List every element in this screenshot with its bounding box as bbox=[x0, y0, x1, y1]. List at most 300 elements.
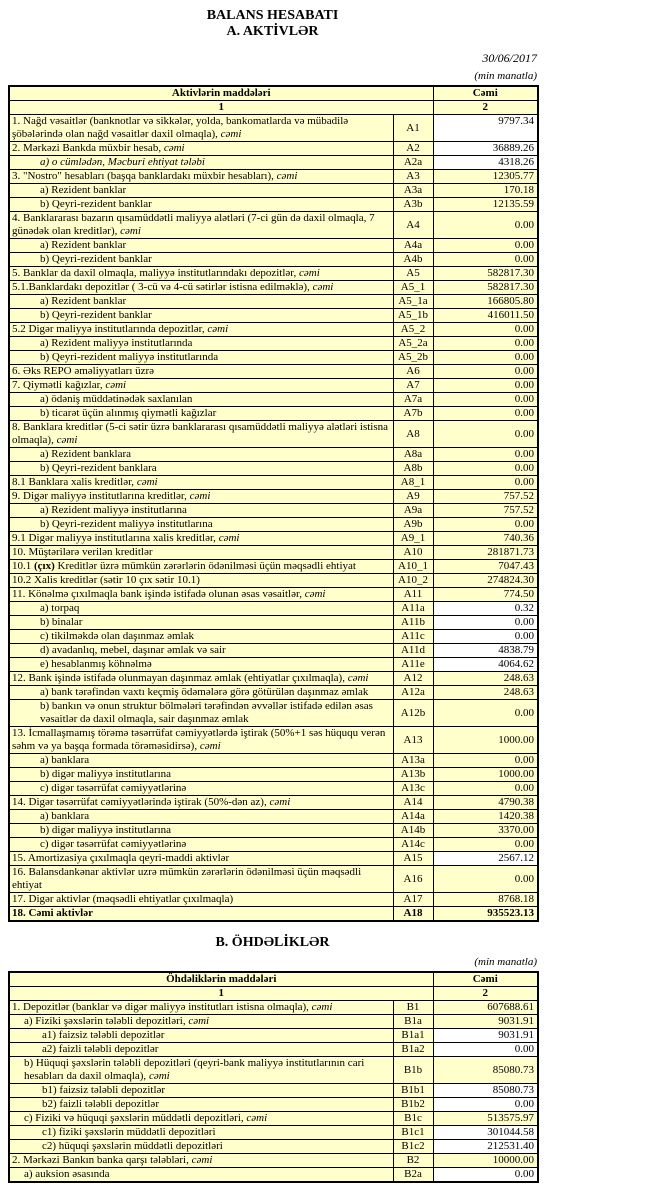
item-label bbox=[9, 1154, 393, 1168]
item-code: A11d bbox=[393, 644, 433, 658]
item-label bbox=[9, 518, 393, 532]
item-value: 166805.80 bbox=[433, 295, 538, 309]
label-segment: cəmi bbox=[105, 379, 127, 391]
label-segment: b) Qeyri-rezident maliyyə institutlarına bbox=[40, 518, 213, 530]
item-code: A13c bbox=[393, 782, 433, 796]
item-label bbox=[9, 448, 393, 462]
item-code: A8b bbox=[393, 462, 433, 476]
label-segment: 5.1.Banklardakı depozitlər ( 3-cü və 4-cü sətirlər istisna edilməklə), bbox=[12, 281, 313, 293]
item-value: 757.52 bbox=[433, 504, 538, 518]
label-segment: 3. "Nostro" hesabları (başqa banklardakı müxbir hesabları), bbox=[12, 170, 277, 182]
item-value: 4838.79 bbox=[433, 644, 538, 658]
item-code: A9a bbox=[393, 504, 433, 518]
item-value: 301044.58 bbox=[433, 1126, 538, 1140]
label-segment: cəmi bbox=[189, 490, 211, 502]
label-segment: b) Qeyri-rezident maliyyə institutlarında bbox=[40, 351, 219, 363]
unit-note-a: (min manatla) bbox=[474, 70, 537, 82]
label-segment: 2. Mərkəzi Bankın banka qarşı tələbləri, bbox=[12, 1154, 192, 1166]
col-number-2: 2 bbox=[433, 101, 538, 115]
item-code: A14c bbox=[393, 838, 433, 852]
item-value: 3370.00 bbox=[433, 824, 538, 838]
item-value: 0.00 bbox=[433, 253, 538, 267]
table-row bbox=[9, 407, 538, 421]
label-segment: c) Fiziki və hüquqi şəxslərin müddətli depozitləri, bbox=[24, 1112, 247, 1124]
item-value: 0.00 bbox=[433, 838, 538, 852]
item-code: A5_2a bbox=[393, 337, 433, 351]
table-row bbox=[9, 351, 538, 365]
item-label bbox=[9, 490, 393, 504]
item-code: B1b bbox=[393, 1057, 433, 1084]
label-segment: 5. Banklar da daxil olmaqla, maliyyə institutlarındakı depozitlər, bbox=[12, 267, 300, 279]
item-label bbox=[9, 1098, 393, 1112]
item-code: A3b bbox=[393, 198, 433, 212]
table-row bbox=[9, 810, 538, 824]
item-label bbox=[9, 686, 393, 700]
item-value: 9031.91 bbox=[433, 1029, 538, 1043]
item-value: 774.50 bbox=[433, 588, 538, 602]
table-row bbox=[9, 1015, 538, 1029]
label-segment: cəmi bbox=[56, 434, 78, 446]
table-row bbox=[9, 115, 538, 142]
item-label bbox=[9, 1015, 393, 1029]
item-label bbox=[9, 658, 393, 672]
label-segment: a) banklara bbox=[40, 754, 90, 766]
table-row bbox=[9, 184, 538, 198]
label-segment: cəmi bbox=[188, 1015, 210, 1027]
label-segment: b2) faizli tələbli depozitlər bbox=[42, 1098, 159, 1110]
label-segment: 10. Müştərilərə verilən kreditlər bbox=[12, 546, 153, 558]
item-value: 0.00 bbox=[433, 1098, 538, 1112]
table-row bbox=[9, 1084, 538, 1098]
table-row bbox=[9, 267, 538, 281]
item-value: 0.32 bbox=[433, 602, 538, 616]
table-row bbox=[9, 1057, 538, 1084]
assets-header-items: Aktivlərin maddələri bbox=[9, 86, 433, 101]
table-row bbox=[9, 448, 538, 462]
item-label bbox=[9, 700, 393, 727]
item-label bbox=[9, 198, 393, 212]
table-row bbox=[9, 588, 538, 602]
item-code: A11a bbox=[393, 602, 433, 616]
table-row bbox=[9, 1029, 538, 1043]
col-number-1: 1 bbox=[9, 101, 433, 115]
item-value: 0.00 bbox=[433, 700, 538, 727]
item-label bbox=[9, 1084, 393, 1098]
label-segment: a2) faizli tələbli depozitlər bbox=[42, 1043, 159, 1055]
table-row bbox=[9, 253, 538, 267]
liabilities-header-total: Cəmi bbox=[433, 972, 538, 987]
item-label bbox=[9, 893, 393, 907]
label-segment: b) binalar bbox=[40, 616, 83, 628]
label-segment: 2. Mərkəzi Bankda müxbir hesab, bbox=[12, 142, 164, 154]
label-segment: a) o cümlədən, Məcburi ehtiyat tələbi bbox=[40, 156, 205, 168]
table-row bbox=[9, 727, 538, 754]
label-segment: 6. Əks REPO əməliyyatları üzrə bbox=[12, 365, 155, 377]
item-value: 7047.43 bbox=[433, 560, 538, 574]
item-value: 0.00 bbox=[433, 518, 538, 532]
item-code: A9 bbox=[393, 490, 433, 504]
item-value: 0.00 bbox=[433, 1168, 538, 1183]
table-row bbox=[9, 1126, 538, 1140]
label-segment: 12. Bank işində istifadə olunmayan daşınmaz əmlak (ehtiyatlar çıxılmaqla), bbox=[12, 672, 348, 684]
table-row bbox=[9, 644, 538, 658]
label-segment: a) Rezident maliyyə institutlarında bbox=[40, 337, 193, 349]
item-label bbox=[9, 1168, 393, 1183]
label-segment: 4. Banklararası bazarın qısamüddətli maliyyə alətləri (7-ci gün də daxil olmaqla, 7 günədək olan kreditlər), bbox=[12, 212, 375, 237]
item-value: 212531.40 bbox=[433, 1140, 538, 1154]
label-segment: cəmi bbox=[136, 476, 158, 488]
label-segment: a) auksion əsasında bbox=[24, 1168, 110, 1180]
item-value: 582817.30 bbox=[433, 281, 538, 295]
item-code: B1 bbox=[393, 1001, 433, 1015]
item-label bbox=[9, 281, 393, 295]
label-segment: c) digər təsərrüfat cəmiyyətlərinə bbox=[40, 838, 187, 850]
item-value: 0.00 bbox=[433, 1043, 538, 1057]
label-segment: 1. Nağd vəsaitlər (banknotlar və sikkələr, yolda, bankomatlarda və mübadilə şöbələrində olan nağd vəsaitlər daxil olmaqla), bbox=[12, 115, 349, 140]
item-value: 36889.26 bbox=[433, 142, 538, 156]
item-value: 582817.30 bbox=[433, 267, 538, 281]
item-value: 12305.77 bbox=[433, 170, 538, 184]
item-value: 0.00 bbox=[433, 239, 538, 253]
item-code: A10_2 bbox=[393, 574, 433, 588]
section-b-title: B. ÖHDƏLİKLƏR bbox=[215, 935, 330, 950]
label-segment: cəmi bbox=[163, 142, 185, 154]
item-code: A5_1b bbox=[393, 309, 433, 323]
table-row bbox=[9, 630, 538, 644]
item-label bbox=[9, 644, 393, 658]
assets-header-total: Cəmi bbox=[433, 86, 538, 101]
item-code: A5_2b bbox=[393, 351, 433, 365]
table-row bbox=[9, 866, 538, 893]
table-row bbox=[9, 462, 538, 476]
item-code: A15 bbox=[393, 852, 433, 866]
item-value: 0.00 bbox=[433, 616, 538, 630]
label-segment: 10.2 Xalis kreditlər (sətir 10 çıx sətir 10.1) bbox=[12, 574, 200, 586]
item-code: B1a bbox=[393, 1015, 433, 1029]
label-segment: 8. Banklara kreditlər (5-ci sətir üzrə banklararası qısamüddətli maliyyə alətləri istisna olmaqla), bbox=[12, 421, 388, 446]
table-row bbox=[9, 379, 538, 393]
item-label bbox=[9, 476, 393, 490]
table-row bbox=[9, 518, 538, 532]
label-segment: a) Rezident banklar bbox=[40, 239, 127, 251]
item-value: 0.00 bbox=[433, 462, 538, 476]
table-row bbox=[9, 546, 538, 560]
item-value: 1420.38 bbox=[433, 810, 538, 824]
item-code: A2 bbox=[393, 142, 433, 156]
table-row bbox=[9, 658, 538, 672]
item-code: A18 bbox=[393, 907, 433, 922]
item-code: A12 bbox=[393, 672, 433, 686]
item-value: 513575.97 bbox=[433, 1112, 538, 1126]
item-label bbox=[9, 672, 393, 686]
item-value: 0.00 bbox=[433, 365, 538, 379]
item-value: 0.00 bbox=[433, 407, 538, 421]
label-segment: 1. Depozitlər (banklar və digər maliyyə institutları istisna olmaqla), bbox=[12, 1001, 312, 1013]
balance-sheet-page bbox=[8, 0, 537, 1183]
item-label bbox=[9, 1112, 393, 1126]
label-segment: 11. Könəlmə çıxılmaqla bank işində istifadə olunan əsas vəsaitlər, bbox=[12, 588, 305, 600]
table-row bbox=[9, 700, 538, 727]
table-row bbox=[9, 838, 538, 852]
item-code: A11b bbox=[393, 616, 433, 630]
item-label bbox=[9, 351, 393, 365]
item-label bbox=[9, 323, 393, 337]
item-value: 0.00 bbox=[433, 630, 538, 644]
table-row bbox=[9, 309, 538, 323]
table-row bbox=[9, 142, 538, 156]
label-segment: a) torpaq bbox=[40, 602, 80, 614]
label-segment: cəmi bbox=[347, 672, 369, 684]
item-code: A3a bbox=[393, 184, 433, 198]
label-segment: cəmi bbox=[199, 740, 221, 752]
table-row bbox=[9, 782, 538, 796]
item-label bbox=[9, 1029, 393, 1043]
table-row bbox=[9, 170, 538, 184]
item-code: A5_2 bbox=[393, 323, 433, 337]
item-value: 740.36 bbox=[433, 532, 538, 546]
item-value: 4064.62 bbox=[433, 658, 538, 672]
item-label bbox=[9, 546, 393, 560]
label-segment: c) digər təsərrüfat cəmiyyətlərinə bbox=[40, 782, 187, 794]
item-code: A8_1 bbox=[393, 476, 433, 490]
item-code: A12b bbox=[393, 700, 433, 727]
label-segment: a) ödəniş müddətinədək saxlanılan bbox=[40, 393, 193, 405]
item-code: A10_1 bbox=[393, 560, 433, 574]
label-segment: d) avadanlıq, mebel, daşınar əmlak və sair bbox=[40, 644, 226, 656]
liabilities-table bbox=[8, 971, 539, 1183]
item-value: 0.00 bbox=[433, 866, 538, 893]
item-label bbox=[9, 532, 393, 546]
table-row bbox=[9, 198, 538, 212]
label-segment: b) Qeyri-rezident banklar bbox=[40, 253, 152, 265]
unit-note-b: (min manatla) bbox=[474, 956, 537, 968]
item-value: 607688.61 bbox=[433, 1001, 538, 1015]
item-code: A2a bbox=[393, 156, 433, 170]
item-value: 935523.13 bbox=[433, 907, 538, 922]
item-label bbox=[9, 184, 393, 198]
item-label bbox=[9, 142, 393, 156]
label-segment: b) ticarət üçün alınmış qiymətli kağızlar bbox=[40, 407, 217, 419]
item-code: A12a bbox=[393, 686, 433, 700]
item-value: 0.00 bbox=[433, 379, 538, 393]
label-segment: cəmi bbox=[304, 588, 326, 600]
item-value: 1000.00 bbox=[433, 768, 538, 782]
item-label bbox=[9, 407, 393, 421]
item-value: 281871.73 bbox=[433, 546, 538, 560]
item-code: A4b bbox=[393, 253, 433, 267]
label-segment: cəmi bbox=[299, 267, 320, 279]
item-label bbox=[9, 295, 393, 309]
item-value: 0.00 bbox=[433, 212, 538, 239]
item-value: 274824.30 bbox=[433, 574, 538, 588]
item-code: A14a bbox=[393, 810, 433, 824]
label-segment: a) Rezident maliyyə institutlarına bbox=[40, 504, 187, 516]
table-row bbox=[9, 281, 538, 295]
label-segment: cəmi bbox=[120, 225, 141, 237]
item-code: A11 bbox=[393, 588, 433, 602]
label-segment: a) Rezident banklar bbox=[40, 295, 127, 307]
table-row bbox=[9, 686, 538, 700]
table-row bbox=[9, 393, 538, 407]
item-label bbox=[9, 212, 393, 239]
label-segment: e) hesablanmış köhnəlmə bbox=[40, 658, 152, 670]
assets-header-row bbox=[9, 86, 538, 101]
assets-table bbox=[8, 85, 539, 922]
label-segment: 15. Amortizasiya çıxılmaqla qeyri-maddi aktivlər bbox=[12, 852, 230, 864]
item-code: A14 bbox=[393, 796, 433, 810]
table-row bbox=[9, 560, 538, 574]
table-row bbox=[9, 1043, 538, 1057]
item-code: A5 bbox=[393, 267, 433, 281]
label-segment: b) Qeyri-rezident banklar bbox=[40, 309, 152, 321]
item-value: 0.00 bbox=[433, 448, 538, 462]
label-segment: c) tikilməkdə olan daşınmaz əmlak bbox=[40, 630, 194, 642]
item-code: A5_1a bbox=[393, 295, 433, 309]
label-segment: a1) faizsiz tələbli depozitlər bbox=[42, 1029, 165, 1041]
item-value: 0.00 bbox=[433, 421, 538, 448]
label-segment: cəmi bbox=[207, 323, 229, 335]
table-row bbox=[9, 672, 538, 686]
item-label bbox=[9, 574, 393, 588]
item-label bbox=[9, 907, 393, 922]
table-row bbox=[9, 852, 538, 866]
table-row bbox=[9, 1001, 538, 1015]
label-segment: cəmi bbox=[218, 532, 240, 544]
label-segment: c1) fiziki şəxslərin müddətli depozitləri bbox=[42, 1126, 216, 1138]
item-label bbox=[9, 616, 393, 630]
item-label bbox=[9, 462, 393, 476]
item-value: 0.00 bbox=[433, 782, 538, 796]
item-value: 0.00 bbox=[433, 337, 538, 351]
label-segment: a) Rezident banklar bbox=[40, 184, 127, 196]
item-label bbox=[9, 796, 393, 810]
item-value: 0.00 bbox=[433, 393, 538, 407]
label-segment: 18. Cəmi aktivlər bbox=[12, 907, 93, 919]
label-segment: (çıx) bbox=[34, 560, 55, 572]
label-segment: b1) faizsiz tələbli depozitlər bbox=[42, 1084, 166, 1096]
label-segment: cəmi bbox=[191, 1154, 213, 1166]
label-segment: a) Fiziki şəxslərin tələbli depozitləri, bbox=[24, 1015, 189, 1027]
item-label bbox=[9, 630, 393, 644]
item-label bbox=[9, 365, 393, 379]
item-label bbox=[9, 309, 393, 323]
item-code: B1b1 bbox=[393, 1084, 433, 1098]
item-label bbox=[9, 393, 393, 407]
item-code: B1a1 bbox=[393, 1029, 433, 1043]
table-row bbox=[9, 1168, 538, 1183]
label-segment: 8.1 Banklara xalis kreditlər, bbox=[12, 476, 137, 488]
table-row bbox=[9, 824, 538, 838]
item-label bbox=[9, 379, 393, 393]
table-row bbox=[9, 1140, 538, 1154]
item-code: A7b bbox=[393, 407, 433, 421]
item-value: 4318.26 bbox=[433, 156, 538, 170]
item-code: A11e bbox=[393, 658, 433, 672]
item-label bbox=[9, 810, 393, 824]
label-segment: c2) hüquqi şəxslərin müddətli depozitləri bbox=[42, 1140, 223, 1152]
report-date: 30/06/2017 bbox=[482, 51, 537, 65]
item-value: 85080.73 bbox=[433, 1084, 538, 1098]
item-code: A9_1 bbox=[393, 532, 433, 546]
item-label bbox=[9, 421, 393, 448]
label-segment: 9. Digər maliyyə institutlarına kreditlər, bbox=[12, 490, 190, 502]
item-code: A9b bbox=[393, 518, 433, 532]
item-value: 12135.59 bbox=[433, 198, 538, 212]
item-code: B2 bbox=[393, 1154, 433, 1168]
item-code: A1 bbox=[393, 115, 433, 142]
item-value: 2567.12 bbox=[433, 852, 538, 866]
item-label bbox=[9, 1001, 393, 1015]
liabilities-colnum-row bbox=[9, 987, 538, 1001]
item-code: B2a bbox=[393, 1168, 433, 1183]
table-row bbox=[9, 1098, 538, 1112]
label-segment: Kreditlər üzrə mümkün zərərlərin ödənilməsi üçün məqsədli ehtiyat bbox=[54, 560, 356, 572]
section-a-title: A. AKTİVLƏR bbox=[226, 24, 319, 39]
item-value: 0.00 bbox=[433, 351, 538, 365]
table-row bbox=[9, 532, 538, 546]
item-code: A4 bbox=[393, 212, 433, 239]
item-label bbox=[9, 337, 393, 351]
item-value: 8768.18 bbox=[433, 893, 538, 907]
label-segment: 13. İcmallaşmamış törəmə təsərrüfat cəmiyyətlərdə iştirak (50%+1 səs hüququ verən səhm və ya başqa formada törəməsidirsə), bbox=[12, 727, 386, 752]
item-value: 85080.73 bbox=[433, 1057, 538, 1084]
label-segment: cəmi bbox=[276, 170, 298, 182]
item-label bbox=[9, 170, 393, 184]
table-row bbox=[9, 893, 538, 907]
table-row bbox=[9, 365, 538, 379]
label-segment: cəmi bbox=[269, 796, 291, 808]
table-row bbox=[9, 907, 538, 922]
item-label bbox=[9, 754, 393, 768]
label-segment: cəmi bbox=[311, 1001, 333, 1013]
table-row bbox=[9, 1112, 538, 1126]
item-label bbox=[9, 838, 393, 852]
liabilities-header-items: Öhdəliklərin maddələri bbox=[9, 972, 433, 987]
item-label bbox=[9, 852, 393, 866]
item-value: 0.00 bbox=[433, 323, 538, 337]
item-label bbox=[9, 588, 393, 602]
item-label bbox=[9, 1126, 393, 1140]
table-row bbox=[9, 768, 538, 782]
item-label bbox=[9, 1043, 393, 1057]
page-title: BALANS HESABATI bbox=[206, 8, 339, 23]
table-row bbox=[9, 421, 538, 448]
item-code: B1c bbox=[393, 1112, 433, 1126]
table-row bbox=[9, 1154, 538, 1168]
label-segment: b) bankın və onun struktur bölmələri tərəfindən əvvəllər istifadə edilən əsas vəsaitlər də daxil olmaqla, sair daşınmaz əmlak bbox=[40, 700, 373, 725]
item-label bbox=[9, 156, 393, 170]
item-code: A5_1 bbox=[393, 281, 433, 295]
liabilities-header-row bbox=[9, 972, 538, 987]
item-value: 248.63 bbox=[433, 686, 538, 700]
item-code: A7a bbox=[393, 393, 433, 407]
label-segment: b) digər maliyyə institutlarına bbox=[40, 824, 172, 836]
table-row bbox=[9, 754, 538, 768]
table-row bbox=[9, 602, 538, 616]
item-value: 248.63 bbox=[433, 672, 538, 686]
item-code: A13 bbox=[393, 727, 433, 754]
item-label bbox=[9, 1140, 393, 1154]
label-segment: cəmi bbox=[148, 1070, 170, 1082]
item-value: 0.00 bbox=[433, 476, 538, 490]
item-code: A8a bbox=[393, 448, 433, 462]
label-segment: 9.1 Digər maliyyə institutlarına xalis kreditlər, bbox=[12, 532, 219, 544]
label-segment: a) Rezident banklara bbox=[40, 448, 132, 460]
item-value: 9797.34 bbox=[433, 115, 538, 142]
table-row bbox=[9, 574, 538, 588]
item-code: A3 bbox=[393, 170, 433, 184]
item-label bbox=[9, 768, 393, 782]
